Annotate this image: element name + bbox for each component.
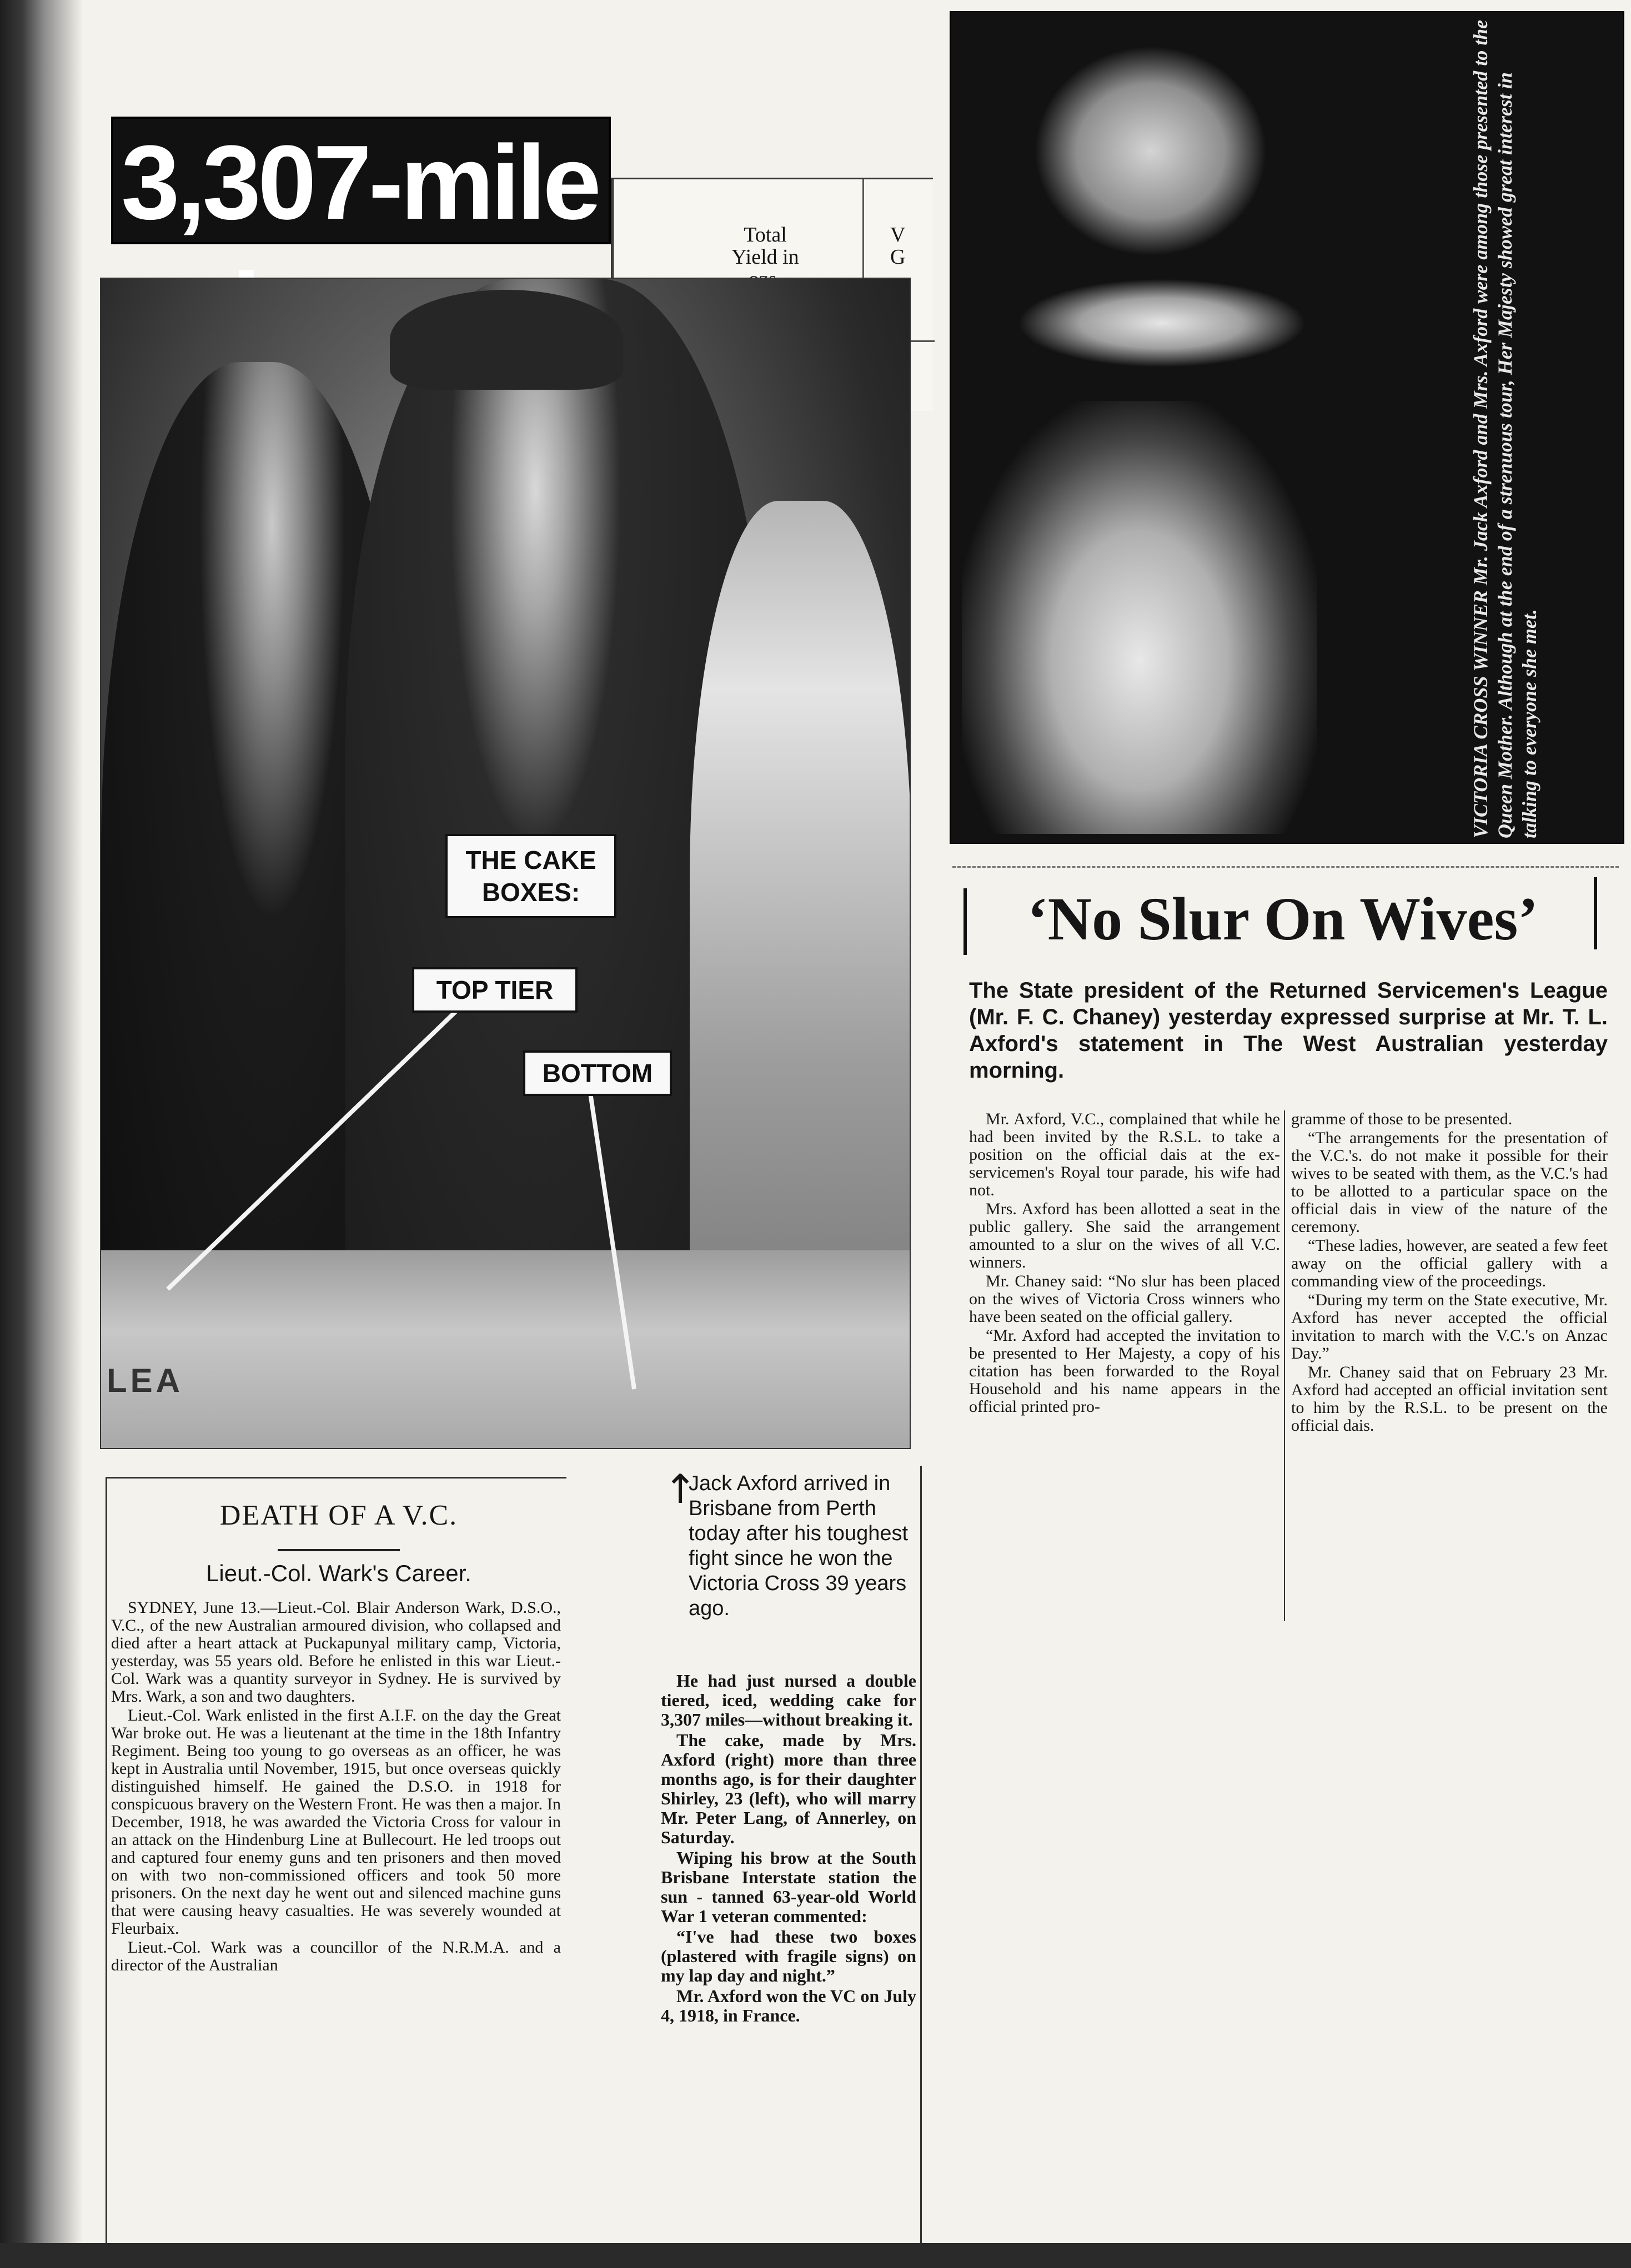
ledger-header-line: Yield in <box>731 245 799 269</box>
axford-paragraph: Mr. Axford won the VC on July 4, 1918, in France. <box>661 1986 916 2025</box>
column-divider <box>1284 1110 1285 1621</box>
cake-boxes-label-line: THE CAKE <box>465 846 596 874</box>
photo-axford-couple-figure <box>962 401 1317 834</box>
axford-lead: Jack Axford arrived in Brisbane from Perth today after his toughest fight since he won the Victoria Cross 39 years ago. <box>689 1472 909 1620</box>
slur-headline: ‘No Slur On Wives’ <box>1027 885 1538 953</box>
slur-paragraph: Mr. Axford, V.C., complained that while he had been invited by the R.S.L. to take a position on the official dais at the ex-servicemen's Royal tour parade, his wife had not. <box>969 1110 1280 1199</box>
bottom-pointer <box>590 1089 634 1389</box>
obituary-rule <box>278 1549 400 1551</box>
obituary-subheadline: Lieut.-Col. Wark's Career. <box>206 1560 471 1586</box>
obituary-paragraph: Lieut.-Col. Wark was a councillor of the N.R.M.A. and a director of the Australian <box>111 1938 561 1974</box>
queen-photo-caption-text: VICTORIA CROSS WINNER Mr. Jack Axford and Mrs. Axford were among those presented to the Queen Mother. Although at the end of a strenuous tour, Her Majesty showed great interest in talking to everyone she met. <box>1469 19 1540 838</box>
axford-paragraph: “I've had these two boxes (plastered with fragile signs) on my lap day and night.” <box>661 1927 916 1985</box>
obituary-paragraph: SYDNEY, June 13.—Lieut.-Col. Blair Anderson Wark, D.S.O., V.C., of the new Australian armoured division, who collapsed and died after a heart attack at Puckapunyal military camp, Victoria, yesterday, was 55 years old. Before he enlisted in this war Lieut.-Col. Wark was a quantity surveyor in Sydney. He is survived by Mrs. Wark, a son and two daughters. <box>111 1599 561 1706</box>
photo-queen-mother-figure <box>1034 46 1267 257</box>
top-tier-pointer <box>168 989 479 1289</box>
cake-headline-text: 3,307-mile <box>121 124 598 242</box>
axford-paragraph: He had just nursed a double tiered, iced, wedding cake for 3,307 miles—without breaking it. <box>661 1671 916 1729</box>
slur-lead: The State president of the Returned Servicemen's League (Mr. F. C. Chaney) yesterday expressed surprise at Mr. T. L. Axford's statement in The West Australian yesterday morning. <box>969 978 1608 1083</box>
cake-boxes-label <box>445 834 616 918</box>
queen-photo-caption <box>1388 11 1622 844</box>
slur-paragraph: “Mr. Axford had accepted the invitation to be presented to Her Majesty, a copy of his citation has been forwarded to the Royal Household and his name appears in the official printed pro- <box>969 1326 1280 1416</box>
page-bottom-edge <box>0 2243 1631 2268</box>
ledger-header-line: Total <box>744 223 787 247</box>
slur-paragraph: “These ladies, however, are seated a few feet away on the official gallery with a commanding view of the proceedings. <box>1291 1236 1608 1290</box>
obituary-body <box>111 1599 561 2243</box>
headline-bar-left <box>963 888 967 955</box>
ledger-side-header-line: G <box>890 245 906 269</box>
obituary-paragraph: Lieut.-Col. Wark enlisted in the first A.I.F. on the day the Great War broke out. He was a lieutenant at the time in the 18th Infantry Regiment. Being too young to go overseas as an officer, he was kept in Australia until November, 1915, but once overseas quickly distinguished himself. He gained the D.S.O. in 1918 for conspicuous bravery on the Western Front. He was then a major. In December, 1918, he was awarded the Victoria Cross for valour in an attack on the Hindenburg Line at Bullecourt. He led troops out and captured four enemy guns and ten prisoners and then moved on with two non-commissioned officers and took 50 more prisoners. On the next day he went out and silenced machine guns that were causing heavy casualties. He was severely wounded at Fleurbaix. <box>111 1706 561 1938</box>
cake-boxes-label-line: BOXES: <box>481 878 580 907</box>
cake-photo <box>100 278 911 1449</box>
slur-paragraph: “During my term on the State executive, Mr. Axford has never accepted the official invitation to march with the V.C.'s on Anzac Day.” <box>1291 1291 1608 1362</box>
up-arrow-icon: ↑ <box>664 1466 697 1512</box>
axford-body <box>661 1671 916 2026</box>
axford-paragraph: The cake, made by Mrs. Axford (right) more than three months ago, is for their daughter Shirley, 23 (left), who will marry Mr. Peter Lang, of Annerley, on Saturday. <box>661 1730 916 1847</box>
slur-paragraph: gramme of those to be presented. <box>1291 1110 1513 1128</box>
headline-bar-right <box>1594 877 1597 949</box>
obituary-headline: DEATH OF A V.C. <box>219 1500 458 1531</box>
slur-paragraph: Mrs. Axford has been allotted a seat in the public gallery. She said the arrangement amounted to a slur on the wives of all V.C. winners. <box>969 1200 1280 1271</box>
slur-paragraph: Mr. Chaney said: “No slur has been placed on the wives of Victoria Cross winners who have been seated on the official gallery. <box>969 1272 1280 1326</box>
slur-column-2 <box>1291 1110 1608 1436</box>
slur-column-1 <box>969 1110 1280 1417</box>
ledger-side-header <box>890 224 905 268</box>
slur-paragraph: Mr. Chaney said that on February 23 Mr. Axford had accepted an official invitation sent to him by the R.S.L. to be present on the official dais. <box>1291 1363 1608 1435</box>
photo-hat-brim <box>1017 279 1306 368</box>
photo-box-stencil: LEA <box>107 1362 183 1399</box>
scrapbook-binding <box>0 0 83 2268</box>
slur-paragraph: “The arrangements for the presentation of the V.C.'s. do not make it possible for their wives to be seated with them, as the V.C.'s had to be allotted to a particular space on the official dais in view of the nature of the ceremony. <box>1291 1129 1608 1236</box>
ledger-side-header-line: V <box>890 223 906 247</box>
bottom-label: BOTTOM <box>523 1050 672 1096</box>
cake-headline <box>111 117 611 244</box>
axford-paragraph: Wiping his brow at the South Brisbane Interstate station the sun - tanned 63-year-old World War 1 veteran commented: <box>661 1848 916 1926</box>
top-tier-label: TOP TIER <box>412 967 578 1013</box>
